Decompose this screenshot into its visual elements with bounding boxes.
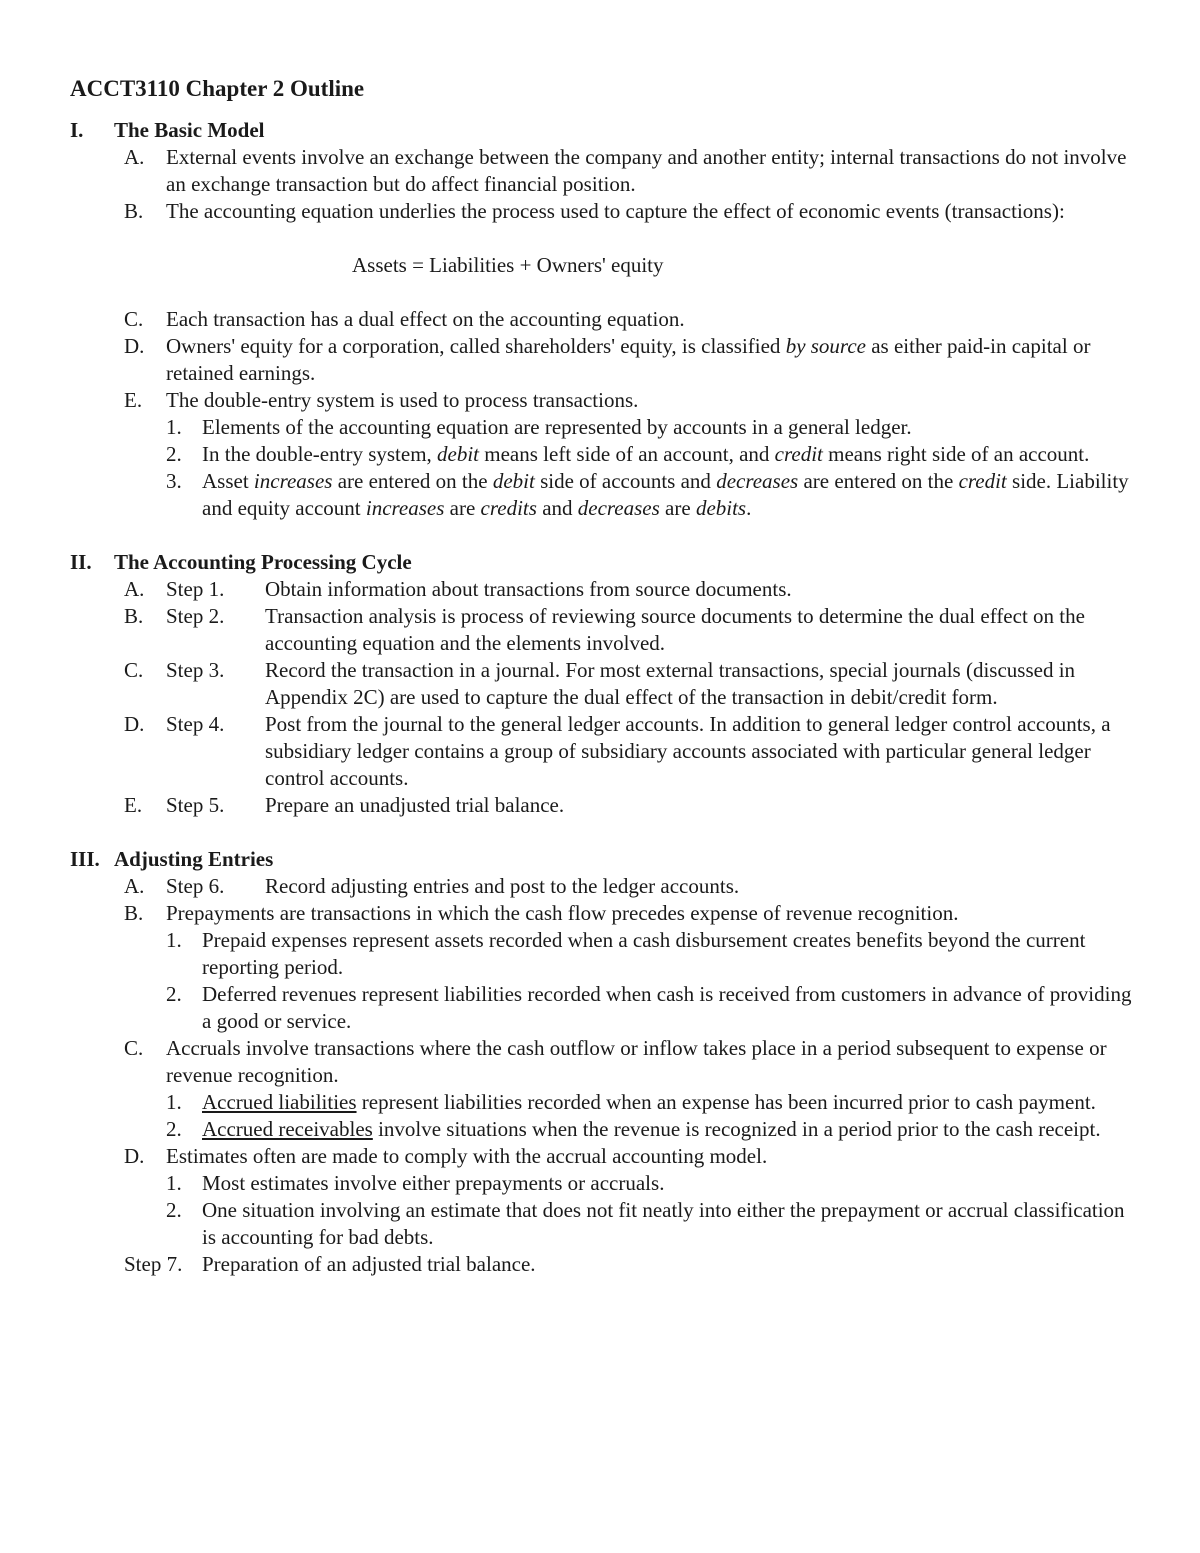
outline-subitem bbox=[70, 1089, 1140, 1116]
subitem-label: 1. bbox=[166, 928, 182, 952]
section-heading bbox=[70, 549, 1140, 576]
cycle-step bbox=[70, 603, 1140, 657]
step-name: Step 4. bbox=[166, 712, 225, 736]
underlined-term: Accrued liabilities bbox=[202, 1090, 357, 1114]
emphasis: by source bbox=[785, 334, 866, 358]
document-page bbox=[70, 74, 1140, 1278]
section-title: Adjusting Entries bbox=[114, 847, 274, 871]
outline-subitem bbox=[70, 927, 1140, 981]
section-heading bbox=[70, 846, 1140, 873]
item-text: The accounting equation underlies the process used to capture the effect of economic events (transactions): bbox=[166, 199, 1065, 223]
item-label: E. bbox=[124, 793, 143, 817]
subitem-label: 3. bbox=[166, 469, 182, 493]
item-text: Prepayments are transactions in which the cash flow precedes expense of revenue recognition. bbox=[166, 901, 959, 925]
item-text: Each transaction has a dual effect on the accounting equation. bbox=[166, 307, 685, 331]
subitem-text: Deferred revenues represent liabilities recorded when cash is received from customers in advance of providing a good or service. bbox=[202, 982, 1132, 1033]
item-label: D. bbox=[124, 1144, 145, 1168]
section-title: The Basic Model bbox=[114, 118, 265, 142]
item-label: C. bbox=[124, 658, 144, 682]
step-text: Prepare an unadjusted trial balance. bbox=[265, 793, 565, 817]
cycle-step bbox=[70, 711, 1140, 792]
outline-subitem bbox=[70, 441, 1140, 468]
step-name: Step 3. bbox=[166, 658, 225, 682]
accounting-equation: Assets = Liabilities + Owners' equity bbox=[352, 253, 664, 277]
item-label: A. bbox=[124, 874, 145, 898]
subitem-text: Elements of the accounting equation are represented by accounts in a general ledger. bbox=[202, 415, 912, 439]
section-heading bbox=[70, 117, 1140, 144]
step-text: Preparation of an adjusted trial balance. bbox=[202, 1252, 536, 1276]
cycle-step bbox=[70, 576, 1140, 603]
subitem-label: 2. bbox=[166, 1198, 182, 1222]
subitem-text: Accrued receivables involve situations when the revenue is recognized in a period prior to the cash receipt. bbox=[202, 1117, 1101, 1141]
item-text: Owners' equity for a corporation, called shareholders' equity, is classified by source as either paid-in capital or retained earnings. bbox=[166, 334, 1091, 385]
section-title: The Accounting Processing Cycle bbox=[114, 550, 412, 574]
step-7-line bbox=[70, 1251, 1140, 1278]
subitem-text: In the double-entry system, debit means left side of an account, and credit means right side of an account. bbox=[202, 442, 1090, 466]
subitem-label: 1. bbox=[166, 415, 182, 439]
outline-item bbox=[70, 1143, 1140, 1170]
outline-subitem bbox=[70, 1116, 1140, 1143]
step-name: Step 5. bbox=[166, 793, 225, 817]
item-label: C. bbox=[124, 1036, 144, 1060]
item-label: D. bbox=[124, 712, 145, 736]
spacer bbox=[70, 522, 1140, 549]
step-text: Post from the journal to the general ledger accounts. In addition to general ledger control accounts, a subsidiary ledger contains a group of subsidiary accounts associated with particular general ledger control accounts. bbox=[265, 712, 1111, 790]
subitem-label: 1. bbox=[166, 1090, 182, 1114]
underlined-term: Accrued receivables bbox=[202, 1117, 373, 1141]
item-label: B. bbox=[124, 604, 144, 628]
section-number: II. bbox=[70, 550, 92, 574]
subitem-text: Most estimates involve either prepayments or accruals. bbox=[202, 1171, 665, 1195]
outline-item bbox=[70, 1035, 1140, 1089]
outline-item bbox=[70, 144, 1140, 198]
step-name: Step 7. bbox=[124, 1252, 183, 1276]
subitem-text: Asset increases are entered on the debit side of accounts and decreases are entered on the credit side. Liability and equity account increases are credits and decreases are debits. bbox=[202, 469, 1129, 520]
step-name: Step 1. bbox=[166, 577, 225, 601]
outline-subitem bbox=[70, 981, 1140, 1035]
subitem-text: One situation involving an estimate that does not fit neatly into either the prepayment or accrual classification is accounting for bad debts. bbox=[202, 1198, 1125, 1249]
subitem-label: 1. bbox=[166, 1171, 182, 1195]
outline-item bbox=[70, 900, 1140, 927]
subitem-text: Accrued liabilities represent liabilities recorded when an expense has been incurred prior to cash payment. bbox=[202, 1090, 1096, 1114]
subitem-label: 2. bbox=[166, 1117, 182, 1141]
spacer bbox=[70, 819, 1140, 846]
step-name: Step 6. bbox=[166, 874, 225, 898]
item-label: A. bbox=[124, 577, 145, 601]
item-label: B. bbox=[124, 901, 144, 925]
section-number: III. bbox=[70, 847, 100, 871]
cycle-step bbox=[70, 657, 1140, 711]
item-text: The double-entry system is used to process transactions. bbox=[166, 388, 639, 412]
step-text: Record the transaction in a journal. For most external transactions, special journals (discussed in Appendix 2C) are used to capture the dual effect of the transaction in debit/credit form. bbox=[265, 658, 1076, 709]
item-label: A. bbox=[124, 145, 145, 169]
document-title: ACCT3110 Chapter 2 Outline bbox=[70, 76, 365, 101]
step-text: Record adjusting entries and post to the ledger accounts. bbox=[265, 874, 740, 898]
cycle-step bbox=[70, 792, 1140, 819]
outline-subitem bbox=[70, 414, 1140, 441]
outline-item bbox=[70, 387, 1140, 414]
step-text: Obtain information about transactions from source documents. bbox=[265, 577, 792, 601]
section-number: I. bbox=[70, 118, 84, 142]
item-text: Estimates often are made to comply with the accrual accounting model. bbox=[166, 1144, 768, 1168]
outline-subitem bbox=[70, 468, 1140, 522]
subitem-label: 2. bbox=[166, 442, 182, 466]
item-text: External events involve an exchange between the company and another entity; internal transactions do not involve an exchange transaction but do affect financial position. bbox=[166, 145, 1127, 196]
outline-subitem bbox=[70, 1170, 1140, 1197]
outline-subitem bbox=[70, 1197, 1140, 1251]
item-label: D. bbox=[124, 334, 145, 358]
item-text: Accruals involve transactions where the cash outflow or inflow takes place in a period subsequent to expense or revenue recognition. bbox=[166, 1036, 1107, 1087]
outline-item bbox=[70, 198, 1140, 225]
item-label: C. bbox=[124, 307, 144, 331]
step-name: Step 2. bbox=[166, 604, 225, 628]
outline-item bbox=[70, 333, 1140, 387]
outline-item bbox=[70, 306, 1140, 333]
cycle-step bbox=[70, 873, 1140, 900]
item-label: E. bbox=[124, 388, 143, 412]
step-text: Transaction analysis is process of reviewing source documents to determine the dual effect on the accounting equation and the elements involved. bbox=[265, 604, 1085, 655]
subitem-label: 2. bbox=[166, 982, 182, 1006]
item-label: B. bbox=[124, 199, 144, 223]
subitem-text: Prepaid expenses represent assets recorded when a cash disbursement creates benefits beyond the current reporting period. bbox=[202, 928, 1086, 979]
